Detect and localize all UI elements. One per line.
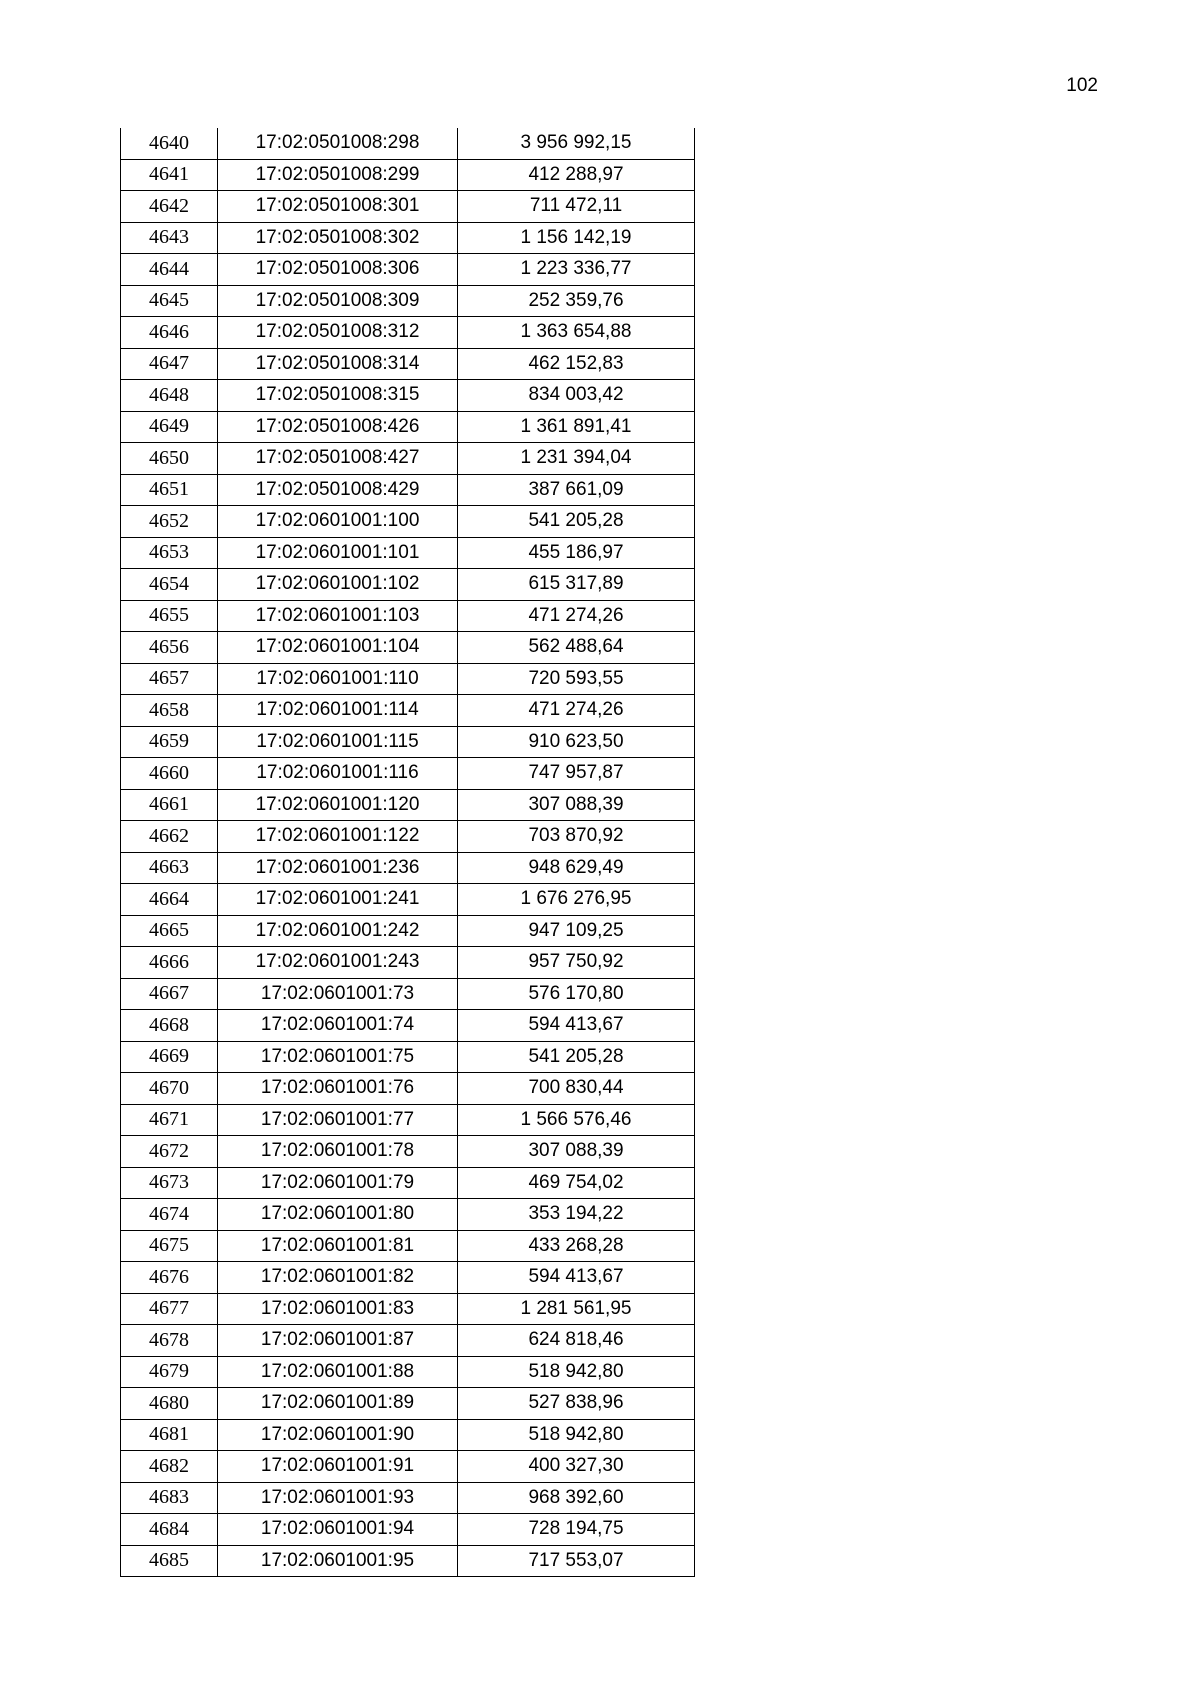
cadastral-number: 17:02:0601001:114 [218,695,458,727]
row-number: 4658 [121,695,218,727]
row-number: 4649 [121,411,218,443]
row-number: 4653 [121,537,218,569]
row-number: 4667 [121,978,218,1010]
cadastral-value: 252 359,76 [458,285,695,317]
table-row [121,1482,695,1514]
cadastral-value: 307 088,39 [458,1136,695,1168]
page-number: 102 [1066,75,1098,96]
row-number: 4665 [121,915,218,947]
cadastral-value: 527 838,96 [458,1388,695,1420]
cadastral-number: 17:02:0601001:88 [218,1356,458,1388]
cadastral-number: 17:02:0501008:427 [218,443,458,475]
table-row [121,1451,695,1483]
cadastral-value: 834 003,42 [458,380,695,412]
cadastral-value: 400 327,30 [458,1451,695,1483]
cadastral-value: 412 288,97 [458,159,695,191]
table-row [121,411,695,443]
table-row [121,663,695,695]
row-number: 4675 [121,1230,218,1262]
table-row [121,474,695,506]
cadastral-number: 17:02:0601001:87 [218,1325,458,1357]
cadastral-value: 1 156 142,19 [458,222,695,254]
row-number: 4662 [121,821,218,853]
row-number: 4670 [121,1073,218,1105]
row-number: 4682 [121,1451,218,1483]
cadastral-number: 17:02:0601001:120 [218,789,458,821]
cadastral-number: 17:02:0601001:101 [218,537,458,569]
table-row [121,348,695,380]
row-number: 4677 [121,1293,218,1325]
row-number: 4651 [121,474,218,506]
cadastral-value: 957 750,92 [458,947,695,979]
cadastral-number: 17:02:0601001:89 [218,1388,458,1420]
cadastral-value: 624 818,46 [458,1325,695,1357]
cadastral-number: 17:02:0601001:122 [218,821,458,853]
row-number: 4671 [121,1104,218,1136]
cadastral-number: 17:02:0601001:94 [218,1514,458,1546]
cadastral-value: 576 170,80 [458,978,695,1010]
row-number: 4683 [121,1482,218,1514]
table-row [121,1073,695,1105]
cadastral-value: 717 553,07 [458,1545,695,1577]
row-number: 4642 [121,191,218,223]
table-row [121,191,695,223]
cadastral-value: 387 661,09 [458,474,695,506]
table-row [121,1325,695,1357]
row-number: 4648 [121,380,218,412]
row-number: 4673 [121,1167,218,1199]
cadastral-number: 17:02:0601001:104 [218,632,458,664]
cadastral-number: 17:02:0501008:302 [218,222,458,254]
cadastral-number: 17:02:0501008:298 [218,128,458,159]
table-body [121,128,695,1577]
cadastral-value: 3 956 992,15 [458,128,695,159]
row-number: 4641 [121,159,218,191]
row-number: 4657 [121,663,218,695]
cadastral-value: 594 413,67 [458,1010,695,1042]
cadastral-value: 469 754,02 [458,1167,695,1199]
row-number: 4654 [121,569,218,601]
cadastral-value: 700 830,44 [458,1073,695,1105]
cadastral-value: 594 413,67 [458,1262,695,1294]
table-row [121,695,695,727]
row-number: 4666 [121,947,218,979]
row-number: 4664 [121,884,218,916]
cadastral-number: 17:02:0601001:79 [218,1167,458,1199]
table-row [121,915,695,947]
row-number: 4640 [121,128,218,159]
cadastral-number: 17:02:0601001:82 [218,1262,458,1294]
table-row [121,254,695,286]
cadastral-number: 17:02:0601001:83 [218,1293,458,1325]
cadastral-number: 17:02:0601001:76 [218,1073,458,1105]
table-row [121,1545,695,1577]
cadastral-number: 17:02:0601001:80 [218,1199,458,1231]
row-number: 4659 [121,726,218,758]
row-number: 4684 [121,1514,218,1546]
cadastral-value: 1 361 891,41 [458,411,695,443]
cadastral-value: 1 281 561,95 [458,1293,695,1325]
table-row [121,1293,695,1325]
table-row [121,947,695,979]
cadastral-number: 17:02:0601001:103 [218,600,458,632]
table-row [121,821,695,853]
cadastral-value: 910 623,50 [458,726,695,758]
cadastral-number: 17:02:0601001:236 [218,852,458,884]
table-row [121,1514,695,1546]
table-row [121,726,695,758]
cadastral-number: 17:02:0601001:75 [218,1041,458,1073]
table-row [121,285,695,317]
table-row [121,222,695,254]
cadastral-number: 17:02:0601001:110 [218,663,458,695]
cadastral-number: 17:02:0501008:301 [218,191,458,223]
cadastral-number: 17:02:0601001:81 [218,1230,458,1262]
table-row [121,789,695,821]
cadastral-number: 17:02:0601001:78 [218,1136,458,1168]
cadastral-number: 17:02:0501008:426 [218,411,458,443]
cadastral-number: 17:02:0601001:95 [218,1545,458,1577]
table-row [121,537,695,569]
cadastral-value: 471 274,26 [458,695,695,727]
table-row [121,1104,695,1136]
table-row [121,978,695,1010]
row-number: 4647 [121,348,218,380]
cadastral-number: 17:02:0601001:243 [218,947,458,979]
cadastral-number: 17:02:0501008:306 [218,254,458,286]
row-number: 4672 [121,1136,218,1168]
cadastral-value: 1 231 394,04 [458,443,695,475]
cadastral-number: 17:02:0601001:102 [218,569,458,601]
cadastral-value: 455 186,97 [458,537,695,569]
row-number: 4652 [121,506,218,538]
table-row [121,884,695,916]
row-number: 4674 [121,1199,218,1231]
row-number: 4650 [121,443,218,475]
table-row [121,852,695,884]
row-number: 4678 [121,1325,218,1357]
table-row [121,1262,695,1294]
cadastral-number: 17:02:0501008:315 [218,380,458,412]
cadastral-number: 17:02:0501008:314 [218,348,458,380]
table-row [121,758,695,790]
cadastral-number: 17:02:0601001:116 [218,758,458,790]
row-number: 4679 [121,1356,218,1388]
cadastral-value: 518 942,80 [458,1356,695,1388]
cadastral-number: 17:02:0601001:74 [218,1010,458,1042]
cadastral-number: 17:02:0601001:90 [218,1419,458,1451]
table-row [121,506,695,538]
row-number: 4661 [121,789,218,821]
table-row [121,1136,695,1168]
cadastral-number: 17:02:0601001:100 [218,506,458,538]
cadastral-number: 17:02:0601001:77 [218,1104,458,1136]
cadastral-number: 17:02:0501008:429 [218,474,458,506]
cadastral-value: 711 472,11 [458,191,695,223]
cadastral-value: 703 870,92 [458,821,695,853]
row-number: 4643 [121,222,218,254]
cadastral-value: 353 194,22 [458,1199,695,1231]
cadastral-value: 615 317,89 [458,569,695,601]
cadastral-value: 307 088,39 [458,789,695,821]
table-row [121,1199,695,1231]
cadastral-value: 462 152,83 [458,348,695,380]
table-row [121,1041,695,1073]
cadastral-number: 17:02:0501008:309 [218,285,458,317]
table-row [121,1167,695,1199]
cadastral-number: 17:02:0601001:115 [218,726,458,758]
table-row [121,632,695,664]
cadastral-value: 1 566 576,46 [458,1104,695,1136]
row-number: 4646 [121,317,218,349]
cadastral-value: 747 957,87 [458,758,695,790]
cadastral-number: 17:02:0601001:91 [218,1451,458,1483]
table-row [121,1419,695,1451]
table-row [121,128,695,159]
row-number: 4680 [121,1388,218,1420]
cadastral-value: 947 109,25 [458,915,695,947]
row-number: 4669 [121,1041,218,1073]
row-number: 4663 [121,852,218,884]
cadastral-number: 17:02:0501008:312 [218,317,458,349]
cadastral-value: 562 488,64 [458,632,695,664]
cadastral-number: 17:02:0601001:242 [218,915,458,947]
table-row [121,1010,695,1042]
cadastral-value: 728 194,75 [458,1514,695,1546]
cadastral-value: 541 205,28 [458,1041,695,1073]
cadastral-value: 948 629,49 [458,852,695,884]
cadastral-number: 17:02:0601001:73 [218,978,458,1010]
table-row [121,1356,695,1388]
table-row [121,317,695,349]
cadastral-value: 1 223 336,77 [458,254,695,286]
row-number: 4660 [121,758,218,790]
cadastral-value: 471 274,26 [458,600,695,632]
cadastral-number: 17:02:0601001:241 [218,884,458,916]
table-row [121,380,695,412]
cadastral-value: 1 676 276,95 [458,884,695,916]
table-row [121,159,695,191]
cadastral-table [120,128,695,1577]
cadastral-number: 17:02:0601001:93 [218,1482,458,1514]
cadastral-value: 720 593,55 [458,663,695,695]
cadastral-value: 518 942,80 [458,1419,695,1451]
row-number: 4681 [121,1419,218,1451]
table-row [121,1230,695,1262]
row-number: 4656 [121,632,218,664]
cadastral-value: 433 268,28 [458,1230,695,1262]
row-number: 4685 [121,1545,218,1577]
row-number: 4676 [121,1262,218,1294]
row-number: 4668 [121,1010,218,1042]
table-row [121,600,695,632]
table-row [121,1388,695,1420]
table-row [121,569,695,601]
cadastral-number: 17:02:0501008:299 [218,159,458,191]
table-row [121,443,695,475]
cadastral-value: 541 205,28 [458,506,695,538]
cadastral-value: 1 363 654,88 [458,317,695,349]
cadastral-value: 968 392,60 [458,1482,695,1514]
row-number: 4645 [121,285,218,317]
row-number: 4644 [121,254,218,286]
row-number: 4655 [121,600,218,632]
